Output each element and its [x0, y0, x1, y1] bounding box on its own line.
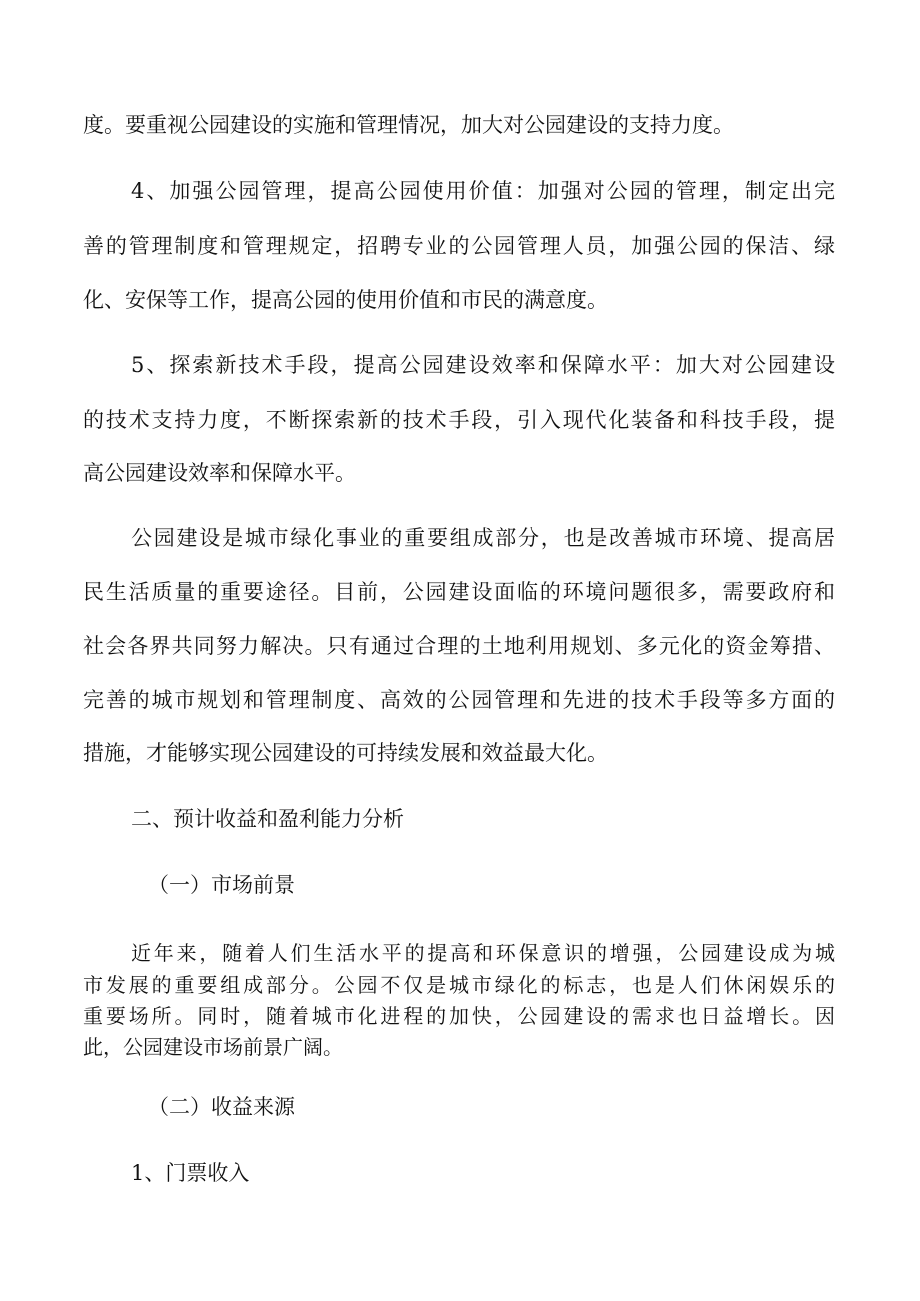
- market-line-4: 此，公园建设市场前景广阔。: [83, 1035, 343, 1059]
- summary-line-1: 公园建设是城市绿化事业的重要组成部分，也是改善城市环境、提高居: [131, 526, 835, 550]
- item-4-line-1: 4、加强公园管理，提高公园使用价值：加强对公园的管理，制定出完: [131, 179, 835, 203]
- revenue-item-1: 1、门票收入: [131, 1161, 250, 1185]
- summary-line-5: 措施，才能够实现公园建设的可持续发展和效益最大化。: [83, 741, 608, 765]
- item-4-line-3: 化、安保等工作，提高公园的使用价值和市民的满意度。: [83, 288, 608, 312]
- market-line-1: 近年来，随着人们生活水平的提高和环保意识的增强，公园建设成为城: [131, 941, 835, 965]
- subsection-market-heading: （一）市场前景: [148, 873, 295, 897]
- market-line-3: 重要场所。同时，随着城市化进程的加快，公园建设的需求也日益增长。因: [83, 1004, 835, 1028]
- market-line-2: 市发展的重要组成部分。公园不仅是城市绿化的标志，也是人们休闲娱乐的: [83, 973, 835, 997]
- summary-line-4: 完善的城市规划和管理制度、高效的公园管理和先进的技术手段等多方面的: [83, 688, 835, 712]
- section-heading: 二、预计收益和盈利能力分析: [131, 807, 404, 831]
- summary-line-2: 民生活质量的重要途径。目前，公园建设面临的环境问题很多，需要政府和: [83, 580, 835, 604]
- subsection-revenue-heading: （二）收益来源: [148, 1095, 295, 1119]
- paragraph-continued: 度。要重视公园建设的实施和管理情况，加大对公园建设的支持力度。: [83, 113, 734, 137]
- item-5-line-1: 5、探索新技术手段，提高公园建设效率和保障水平：加大对公园建设: [131, 353, 835, 377]
- summary-line-3: 社会各界共同努力解决。只有通过合理的土地利用规划、多元化的资金筹措、: [83, 634, 835, 658]
- item-5-line-3: 高公园建设效率和保障水平。: [83, 461, 356, 485]
- item-5-line-2: 的技术支持力度，不断探索新的技术手段，引入现代化装备和科技手段，提: [83, 408, 835, 432]
- item-4-line-2: 善的管理制度和管理规定，招聘专业的公园管理人员，加强公园的保洁、绿: [83, 234, 835, 258]
